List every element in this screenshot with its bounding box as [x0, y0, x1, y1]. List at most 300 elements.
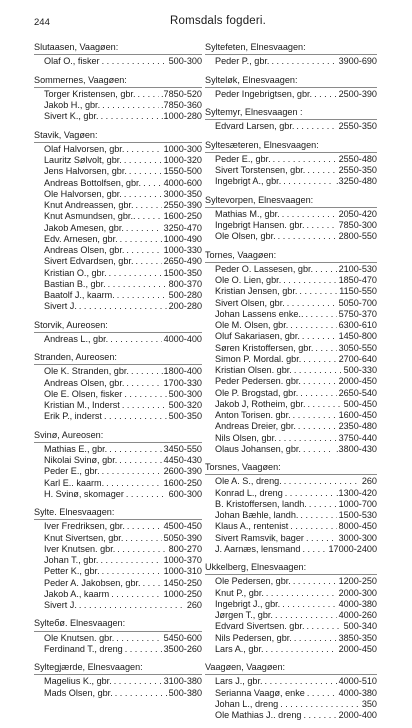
taxpayer-name: Iver Knutsen. gbr. — [44, 543, 116, 554]
assessment-value: 1000-250 — [163, 588, 202, 599]
farm-heading: Sommernes, Vaagøen: — [34, 75, 202, 88]
assessment-value: .7850-520 — [161, 88, 202, 99]
taxpayer-name: Nils Pedersen, gbr. — [215, 632, 292, 643]
taxpayer-row — [205, 621, 377, 632]
farm-section — [34, 430, 202, 501]
assessment-value: 4000-510 — [338, 676, 377, 687]
leader-dots — [293, 410, 337, 421]
leader-dots — [126, 223, 162, 234]
assessment-value: 5050-390 — [163, 532, 202, 543]
assessment-value: 2700-640 — [338, 353, 377, 364]
assessment-value: 3050-550 — [338, 342, 377, 353]
taxpayer-name: Nils Olsen, gbr. — [215, 432, 277, 443]
farm-section — [205, 107, 377, 133]
leader-dots — [306, 533, 337, 544]
assessment-value: 3000-350 — [163, 188, 202, 199]
farm-heading: Storvik, Aureosen: — [34, 320, 202, 333]
taxpayer-row — [205, 533, 377, 544]
taxpayer-name: Sivert Torstensen, gbr. — [215, 165, 306, 175]
taxpayer-name: Mads Olsen, gbr. — [44, 687, 113, 698]
taxpayer-row — [34, 56, 202, 67]
taxpayer-row — [205, 209, 377, 220]
assessment-value: 4450-430 — [163, 455, 202, 465]
taxpayer-row — [34, 290, 202, 301]
farm-section — [34, 130, 202, 313]
leader-dots — [125, 533, 161, 544]
taxpayer-row — [205, 410, 377, 421]
leader-dots — [298, 421, 337, 432]
leader-dots — [282, 599, 336, 610]
taxpayer-row — [34, 688, 202, 699]
leader-dots — [124, 389, 166, 400]
leader-dots — [102, 56, 167, 67]
taxpayer-name: Andreas Dreier, gbr. — [215, 421, 296, 432]
taxpayer-name: Ole Olsen, gbr. — [215, 231, 276, 242]
leader-dots — [116, 633, 161, 644]
leader-dots — [136, 200, 162, 211]
leader-dots — [306, 220, 336, 231]
taxpayer-row — [205, 599, 377, 610]
taxpayer-row — [34, 444, 202, 455]
leader-dots — [284, 476, 360, 487]
taxpayer-row — [34, 566, 202, 577]
taxpayer-row — [205, 644, 377, 655]
leader-dots — [283, 176, 334, 187]
assessment-value: 1500-530 — [338, 510, 377, 520]
assessment-value: 1200-250 — [338, 576, 377, 587]
assessment-value: 2050-420 — [338, 208, 377, 219]
taxpayer-row — [34, 555, 202, 566]
leader-dots — [282, 209, 337, 220]
leader-dots — [299, 286, 337, 297]
assessment-value: 1550-500 — [163, 166, 202, 177]
taxpayer-row — [205, 688, 377, 699]
taxpayer-name: Ole A. S., dreng. — [215, 476, 282, 487]
assessment-value: 500-380 — [168, 687, 202, 698]
assessment-value: 3900-690 — [338, 56, 377, 67]
farm-heading: Ukkelberg, Elnesvaagen: — [205, 562, 377, 575]
assessment-value: 500-300 — [168, 56, 202, 67]
leader-dots — [111, 589, 161, 600]
taxpayer-row — [34, 111, 202, 122]
assessment-value: .7850-360 — [161, 100, 202, 110]
leader-dots — [109, 268, 162, 279]
leader-dots — [280, 699, 360, 710]
taxpayer-row — [205, 544, 377, 555]
taxpayer-name: Andreas Olsen, gbr. — [44, 245, 125, 255]
assessment-value: 2000-300 — [338, 587, 377, 598]
taxpayer-row — [205, 588, 377, 599]
taxpayer-name: Ole E. Olsen, fisker — [44, 388, 123, 399]
taxpayer-row — [34, 489, 202, 500]
taxpayer-name: Simon P. Mordal. gbr. — [215, 353, 302, 364]
taxpayer-row — [34, 455, 202, 466]
assessment-value: .1800-400 — [161, 366, 202, 377]
assessment-value: 1450-250 — [163, 577, 202, 588]
assessment-value: 500-300 — [168, 388, 202, 399]
taxpayer-row — [205, 399, 377, 410]
taxpayer-name: Ole P. Brogstad, gbr. — [215, 387, 299, 398]
assessment-value: 1000-700 — [338, 498, 377, 509]
leader-dots — [271, 56, 336, 67]
taxpayer-name: Baatolf J., kaarm. — [44, 290, 115, 300]
leader-dots — [101, 111, 159, 122]
assessment-value: 1000-320 — [163, 155, 202, 165]
taxpayer-name: Olaus Johansen, gbr. — [215, 443, 301, 454]
taxpayer-row — [34, 301, 202, 312]
farm-section — [205, 462, 377, 555]
taxpayer-row — [205, 610, 377, 621]
taxpayer-row — [34, 600, 202, 611]
assessment-value: 2800-550 — [338, 231, 377, 242]
farm-heading: Sylte. Elnesvaagen: — [34, 507, 202, 520]
left-column — [34, 42, 202, 706]
taxpayer-name: Ingebrigt J., gbr. — [215, 598, 281, 609]
taxpayer-row — [205, 499, 377, 510]
taxpayer-row — [34, 411, 202, 422]
taxpayer-name: Peder A. Jakobsen, gbr. — [44, 577, 141, 588]
taxpayer-row — [34, 223, 202, 234]
assessment-value: 2550-480 — [338, 153, 377, 164]
leader-dots — [303, 710, 336, 721]
taxpayer-name: Peder Ingebrigtsen, gbr. — [215, 88, 313, 99]
farm-heading: Sylteløk, Elnesvaagen: — [205, 75, 377, 88]
taxpayer-row — [34, 378, 202, 389]
taxpayer-name: Oluf Sakariasen, gbr. — [215, 331, 300, 342]
assessment-value: 2550-350 — [338, 165, 377, 175]
assessment-value: 6300-610 — [338, 320, 377, 330]
taxpayer-name: Mathias E., gbr. — [44, 443, 108, 454]
farm-heading: Syltevorpen, Elnesvaagen: — [205, 195, 377, 208]
taxpayer-row — [34, 578, 202, 589]
taxpayer-name: Erik P., inderst — [44, 411, 102, 422]
leader-dots — [300, 388, 336, 399]
assessment-value: 2500-390 — [338, 88, 377, 99]
assessment-value: 2350-480 — [338, 421, 377, 432]
taxpayer-row — [34, 200, 202, 211]
taxpayer-row — [34, 211, 202, 222]
assessment-value: 3500-260 — [163, 643, 202, 654]
leader-dots — [275, 610, 337, 621]
taxpayer-name: Peder E., gbr. — [215, 153, 271, 164]
taxpayer-name: Edv. Arnesen, gbr. — [44, 233, 118, 244]
taxpayer-row — [34, 178, 202, 189]
taxpayer-name: Lars A., gbr. — [215, 643, 264, 654]
taxpayer-name: Ole M. Olsen, gbr. — [215, 320, 289, 330]
taxpayer-name: Jakob H., gbr. — [44, 100, 101, 110]
taxpayer-name: Jakob Amesen, gbr. — [44, 222, 124, 233]
taxpayer-row — [205, 89, 377, 100]
taxpayer-name: Sivert Edvardsen, gbr. — [44, 256, 134, 267]
taxpayer-row — [205, 176, 377, 187]
taxpayer-name: Karl E.. kaarm. — [44, 477, 105, 488]
assessment-value: 2650-490 — [163, 256, 202, 267]
assessment-value: 2550-350 — [338, 121, 377, 132]
farm-heading: Slutaasen, Vaagøen: — [34, 42, 202, 55]
leader-dots — [120, 234, 162, 245]
leader-dots — [102, 566, 162, 577]
leader-dots — [300, 510, 336, 521]
taxpayer-name: Ole Mathias J.. dreng — [215, 710, 302, 720]
assessment-value: 2000-450 — [338, 376, 377, 387]
assessment-value: 350 — [361, 698, 377, 709]
farm-section — [205, 250, 377, 456]
taxpayer-row — [205, 476, 377, 487]
farm-heading: Torsnes, Vaagøen: — [205, 462, 377, 475]
leader-dots — [143, 178, 162, 189]
assessment-value: 800-370 — [168, 278, 202, 289]
taxpayer-row — [34, 478, 202, 489]
taxpayer-name: Johan T., gbr. — [44, 555, 99, 565]
leader-dots — [294, 633, 337, 644]
farm-heading: Stavik, Vagøen: — [34, 130, 202, 143]
farm-heading: Stranden, Aureosen: — [34, 352, 202, 365]
leader-dots — [303, 354, 336, 365]
taxpayer-name: Kristian O., gbr. — [44, 267, 107, 278]
taxpayer-name: Peder E., gbr. — [44, 466, 100, 477]
leader-dots — [273, 154, 337, 165]
assessment-value: 1500-350 — [163, 267, 202, 278]
farm-heading: Syltegjærde, Elnesvaagen: — [34, 662, 202, 675]
taxpayer-row — [205, 444, 377, 455]
taxpayer-row — [205, 231, 377, 242]
taxpayer-row — [205, 576, 377, 587]
taxpayer-row — [34, 279, 202, 290]
taxpayer-name: Ole O. Lien, gbr. — [215, 275, 282, 285]
leader-dots — [315, 343, 336, 354]
farm-section — [205, 562, 377, 655]
taxpayer-name: Knut Asmundsen, gbr.. — [44, 211, 136, 222]
leader-dots — [138, 89, 160, 100]
taxpayer-name: Ole Halvorsen, gbr. — [44, 188, 122, 199]
taxpayer-row — [205, 633, 377, 644]
assessment-value: 8000-450 — [338, 521, 377, 532]
leader-dots — [305, 309, 336, 320]
taxpayer-name: Ole Knutsen. gbr. — [44, 632, 115, 643]
taxpayer-name: Kristian M., Inderst — [44, 400, 120, 410]
assessment-value: 600-300 — [168, 488, 202, 499]
taxpayer-row — [205, 275, 377, 286]
assessment-value: 17000-2400 — [328, 543, 377, 554]
farm-heading: Sylteбø. Elnesvaagen: — [34, 618, 202, 631]
taxpayer-row — [34, 544, 202, 555]
farm-section — [34, 507, 202, 611]
taxpayer-name: Edvard Sivertsen. gbr. — [215, 621, 305, 632]
assessment-value: 2000-400 — [338, 710, 377, 720]
assessment-value: 1150-550 — [339, 286, 377, 297]
leader-dots — [307, 165, 336, 176]
leader-dots — [126, 144, 161, 155]
taxpayer-row — [34, 389, 202, 400]
taxpayer-name: Konrad L., dreng — [215, 487, 283, 498]
assessment-value: 3850-350 — [338, 632, 377, 643]
leader-dots — [278, 231, 337, 242]
taxpayer-name: Ferdinand T., dreng — [44, 643, 123, 654]
taxpayer-name: Mathias M., gbr. — [215, 208, 280, 219]
farm-section — [205, 140, 377, 188]
leader-dots — [117, 290, 167, 301]
taxpayer-row — [205, 154, 377, 165]
taxpayer-name: Johan L., dreng — [215, 698, 279, 709]
leader-dots — [143, 578, 162, 589]
taxpayer-row — [34, 521, 202, 532]
leader-dots — [315, 264, 336, 275]
taxpayer-name: Søren Kristoffersen, gbr. — [215, 342, 314, 353]
assessment-value: 500-280 — [168, 290, 202, 300]
leader-dots — [307, 688, 337, 699]
farm-section — [34, 618, 202, 655]
assessment-value: 800-270 — [168, 543, 202, 554]
assessment-value: 1000-330 — [163, 245, 202, 255]
taxpayer-row — [34, 100, 202, 111]
assessment-value: 1700-330 — [163, 377, 202, 388]
leader-dots — [79, 600, 185, 611]
farm-heading: Syltefeten, Elnesvaagen: — [205, 42, 377, 55]
assessment-value: 2650-540 — [338, 387, 377, 398]
taxpayer-row — [205, 433, 377, 444]
taxpayer-row — [205, 331, 377, 342]
taxpayer-row — [34, 166, 202, 177]
leader-dots — [115, 688, 167, 699]
taxpayer-name: Bastian B., gbr. — [44, 278, 106, 289]
assessment-value: 4000-380 — [338, 687, 377, 698]
taxpayer-row — [205, 421, 377, 432]
taxpayer-name: Sivert Olsen, gbr. — [215, 297, 285, 308]
taxpayer-row — [205, 121, 377, 132]
taxpayer-row — [34, 466, 202, 477]
farm-section — [205, 75, 377, 101]
leader-dots — [266, 588, 337, 599]
leader-dots — [129, 166, 162, 177]
taxpayer-row — [205, 488, 377, 499]
taxpayer-name: Jakob J, Rotheim, gbr. — [215, 398, 306, 409]
leader-dots — [79, 301, 167, 312]
leader-dots — [114, 676, 162, 687]
assessment-value: 260 — [361, 476, 377, 487]
taxpayer-name: B. Kristoffersen, landh. — [215, 498, 307, 509]
taxpayer-name: Peder O. Lassesen, gbr. — [215, 263, 314, 274]
leader-dots — [108, 279, 167, 290]
taxpayer-row — [34, 400, 202, 411]
leader-dots — [131, 366, 159, 377]
leader-dots — [265, 676, 337, 687]
assessment-value: 1600-250 — [163, 477, 202, 488]
taxpayer-row — [34, 268, 202, 279]
taxpayer-name: Andreas L., gbr. — [44, 333, 109, 344]
assessment-value: 4500-450 — [163, 521, 202, 532]
leader-dots — [314, 89, 336, 100]
assessment-value: 4000-380 — [338, 598, 377, 609]
assessment-value: 3450-550 — [163, 443, 202, 454]
taxpayer-row — [205, 298, 377, 309]
taxpayer-name: Lars J., gbr. — [215, 676, 263, 687]
taxpayer-name: Ingebrigt Hansen. gbr. — [215, 220, 305, 230]
assessment-value: 4000-400 — [163, 333, 202, 344]
leader-dots — [293, 576, 337, 587]
leader-dots — [124, 189, 162, 200]
taxpayer-name: Jørgen T., gbr. — [215, 610, 273, 620]
taxpayer-name: Jakob A., kaarm — [44, 588, 110, 599]
taxpayer-name: Knut P., gbr. — [215, 587, 264, 598]
taxpayer-row — [205, 320, 377, 331]
leader-dots — [303, 376, 337, 387]
taxpayer-row — [205, 354, 377, 365]
page-number: 244 — [34, 17, 50, 28]
assessment-value: 5050-700 — [338, 297, 377, 308]
assessment-value: .1300-420 — [336, 487, 377, 498]
leader-dots — [285, 488, 334, 499]
leader-dots — [117, 544, 166, 555]
farm-heading: Tornes, Vaagøen: — [205, 250, 377, 263]
taxpayer-row — [34, 245, 202, 256]
taxpayer-row — [205, 365, 377, 376]
leader-dots — [119, 455, 161, 466]
leader-dots — [296, 121, 336, 132]
assessment-value: 4000-600 — [163, 177, 202, 188]
taxpayer-name: Sivert J. — [44, 301, 77, 312]
assessment-value: 4000-260 — [338, 610, 377, 620]
farm-heading: Vaagøen, Vaagøen: — [205, 662, 377, 675]
page-header — [0, 0, 412, 34]
leader-dots — [306, 621, 341, 632]
taxpayer-name: Knut Andreassen, gbr. — [44, 200, 134, 210]
taxpayer-name: Nikolai Svinø, gbr. — [44, 455, 118, 465]
leader-dots — [122, 400, 167, 411]
taxpayer-row — [34, 234, 202, 245]
taxpayer-name: Kristian Jensen, gbr. — [215, 286, 298, 297]
leader-dots — [290, 320, 336, 331]
taxpayer-row — [205, 309, 377, 320]
taxpayer-row — [34, 155, 202, 166]
taxpayer-name: Iver Fredriksen, gbr. — [44, 521, 125, 532]
taxpayer-row — [205, 220, 377, 231]
taxpayer-row — [34, 189, 202, 200]
leader-dots — [290, 521, 336, 532]
leader-dots — [102, 100, 159, 111]
taxpayer-row — [205, 286, 377, 297]
taxpayer-row — [205, 699, 377, 710]
leader-dots — [294, 365, 342, 376]
taxpayer-name: H. Svinø, skomager — [44, 488, 124, 499]
assessment-value: 500-340 — [343, 621, 377, 632]
taxpayer-row — [34, 256, 202, 267]
taxpayer-name: Sivert J. — [44, 600, 77, 610]
farm-section — [34, 42, 202, 68]
farm-heading: Svinø, Aureosen: — [34, 430, 202, 443]
leader-dots — [307, 399, 341, 410]
leader-dots — [302, 544, 326, 555]
assessment-value: 500-330 — [343, 365, 377, 375]
taxpayer-row — [34, 644, 202, 655]
assessment-value: 500-320 — [168, 400, 202, 410]
assessment-value: 1600-250 — [163, 211, 202, 222]
leader-dots — [110, 334, 161, 345]
assessment-value: 1000-490 — [163, 233, 202, 244]
taxpayer-name: Johan Lassens enke.. — [215, 308, 304, 319]
farm-section — [205, 42, 377, 68]
leader-dots — [102, 466, 162, 477]
leader-dots — [126, 245, 161, 256]
taxpayer-row — [34, 366, 202, 377]
leader-dots — [126, 378, 161, 389]
farm-section — [34, 320, 202, 346]
taxpayer-name: Ole Pedersen, gbr. — [215, 576, 291, 587]
taxpayer-row — [34, 633, 202, 644]
taxpayer-name: Johan Bæhle, landh. — [215, 510, 299, 520]
taxpayer-name: Magelius K., gbr. — [44, 676, 112, 687]
farm-section — [34, 352, 202, 423]
taxpayer-name: Knut Sivertsen, gbr. — [44, 532, 124, 543]
